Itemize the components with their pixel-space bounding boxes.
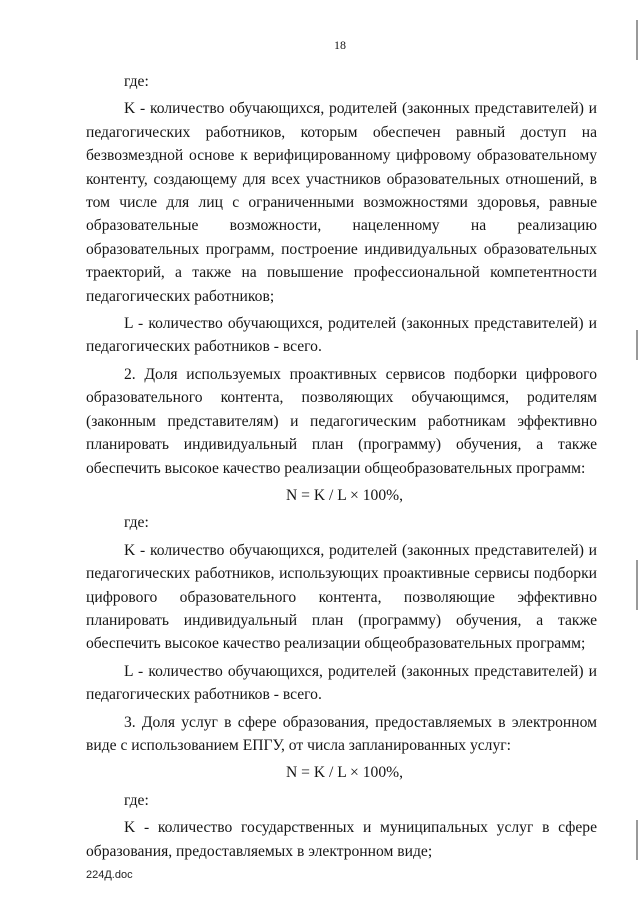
scan-edge-line bbox=[636, 560, 638, 610]
formula: N = K / L × 100%, bbox=[285, 764, 404, 782]
where-label: где: bbox=[124, 73, 149, 90]
definition-k: K - количество обучающихся, родителей (законных представителей) и педагогических работников, которым обеспечен равный доступ на безвозмездной основе к верифицированному цифровому образовательному контенту, создающему для всех участников образовательных отношений, в том числе для лиц с ограниченными возможностями здоровья, равные образовательные возможности, нацеленному на реализацию образовательных программ, построение индивидуальных образовательных траекторий, а также на повышение профессиональной компетентности педагогических работников; bbox=[86, 100, 597, 305]
indicator-paragraph: 3. Доля услуг в сфере образования, предоставляемых в электронном виде с использованием ЕПГУ, от числа запланированных услуг: bbox=[86, 713, 597, 754]
definition-l: L - количество обучающихся, родителей (законных представителей) и педагогических работников - всего. bbox=[86, 662, 597, 704]
document-filename-footer: 224Д.doc bbox=[86, 869, 133, 881]
document-body bbox=[86, 66, 597, 863]
definition-k: K - количество обучающихся, родителей (законных представителей) и педагогических работников, использующих проактивные сервисы подборки цифрового образовательного контента, позволяющие эффективно планировать индивидуальный план (программу) обучения, а также обеспечить высокое качество реализации общеобразовательных программ; bbox=[86, 541, 597, 653]
formula: N = K / L × 100%, bbox=[285, 486, 404, 504]
definition-k: K - количество государственных и муниципальных услуг в сфере образования, предоставляемых в электронном виде; bbox=[86, 819, 597, 860]
indicator-paragraph: 2. Доля используемых проактивных сервисов подборки цифрового образовательного контента, позволяющих обучающимся, родителям (законным представителям) и педагогическим работникам эффективно планировать индивидуальный план (программу) обучения, а также обеспечить высокое качество реализации общеобразовательных программ: bbox=[86, 365, 597, 477]
scan-edge-line bbox=[636, 820, 638, 860]
scan-edge-line bbox=[636, 20, 638, 60]
where-label: где: bbox=[124, 791, 149, 809]
page-number: 18 bbox=[334, 38, 346, 52]
where-label: где: bbox=[124, 514, 149, 532]
definition-l: L - количество обучающихся, родителей (законных представителей) и педагогических работников - всего. bbox=[86, 315, 597, 356]
scan-edge-line bbox=[636, 330, 638, 360]
